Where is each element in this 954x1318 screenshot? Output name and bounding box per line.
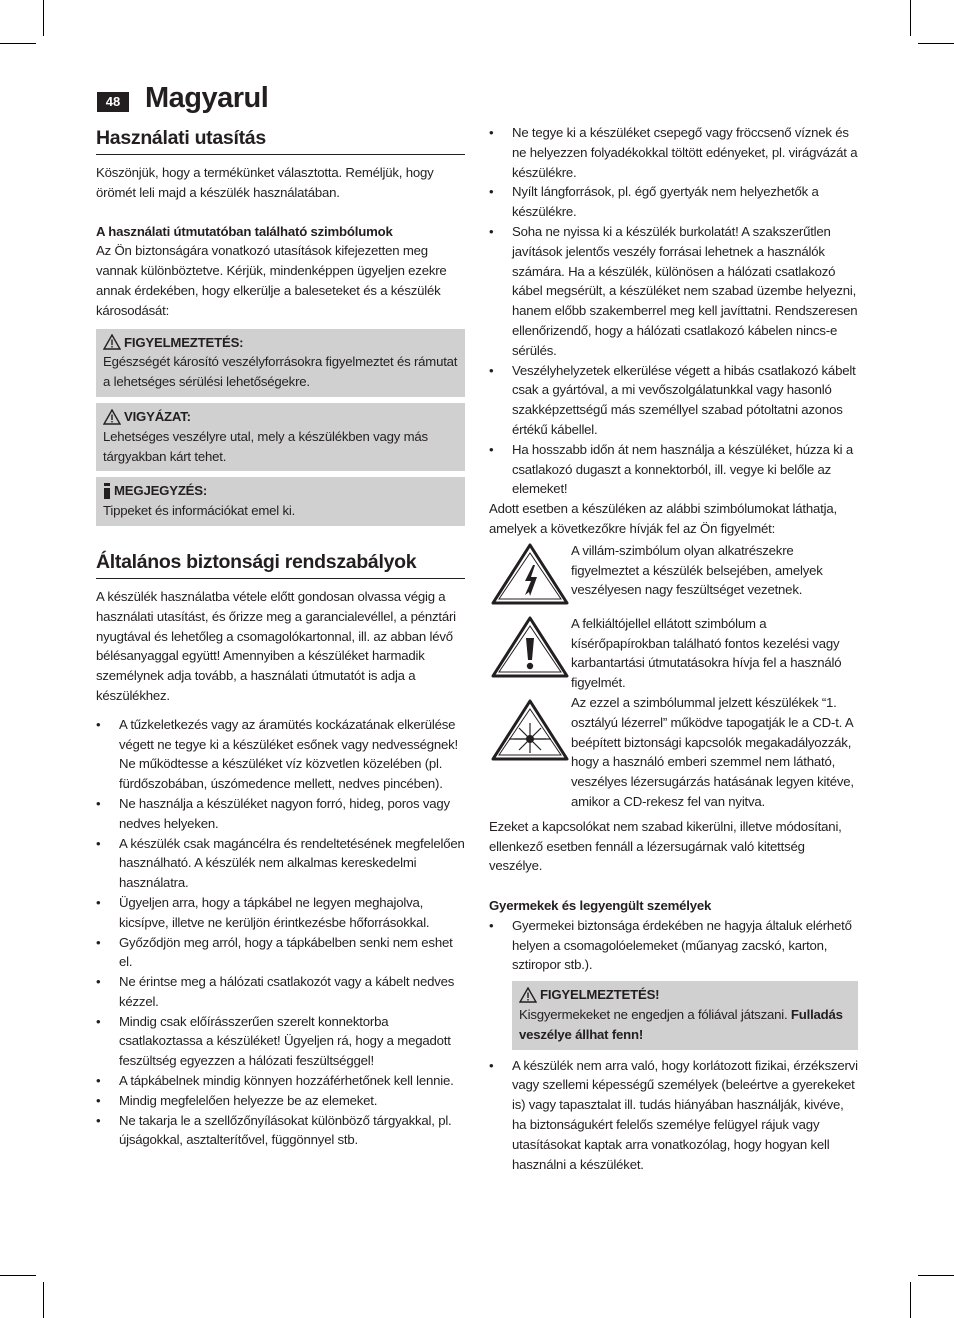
- caution-title: VIGYÁZAT:: [124, 408, 191, 424]
- symbol-exclamation-row: [489, 614, 858, 693]
- lightning-warning-icon: [489, 541, 571, 607]
- warning-text: Egészségét károsító veszélyforrásokra figyelmeztet és rámutat a lehetséges sérülési lehetőségekre.: [103, 354, 458, 390]
- page-number: 48: [97, 92, 129, 112]
- symbols-text: Az Ön biztonságára vonatkozó utasítások kifejezetten meg vannak különböztetve. Kérjük, mindenképpen ügyeljen ezekre annak érdekében, hogy elkerülje a baleseteket és a készülék károsodását:: [96, 243, 447, 318]
- list-item: • Nyílt lángforrások, pl. égő gyertyák nem helyezhetők a készülékre.: [489, 184, 819, 220]
- section-title-usage: Használati utasítás: [96, 125, 465, 155]
- list-item: • Mindig csak előírásszerűen szerelt konnektorba csatlakoztassa a készüléket! Ügyeljen rá, hogy a megadott feszültség egyezzen a hálózati feszültséggel!: [96, 1013, 451, 1069]
- list-item: • A készülék csak magáncélra és rendeltetésének megfelelően használható. A készülék nem alkalmas kereskedelmi használatra.: [96, 835, 465, 891]
- children-warning-text: Kisgyermekeket ne engedjen a fóliával játszani.: [519, 1007, 788, 1023]
- right-column: [489, 123, 858, 1174]
- list-item: • Ügyeljen arra, hogy a tápkábel ne legyen meghajolva, kicsípve, illetve ne kerüljön érintkezésbe hőforrásokkal.: [96, 894, 430, 930]
- list-item: • A készülék nem arra való, hogy korlátozott fizikai, érzékszervi vagy szellemi képességű személyek (beleértve a gyerekeket is) vagy tapasztalat ill. tudás hiányában használják, kivéve, ha biztonságukért felelős személye felügyel rájuk vagy utasításokat kaptak arra vonatkozólag, hogy hogyan kell használni a készüléket.: [489, 1057, 858, 1172]
- safety-list-right: [489, 123, 858, 499]
- children-warning-bold: Fulladás veszélye állhat fenn!: [519, 1007, 843, 1042]
- crop-mark: [910, 1282, 911, 1318]
- note-text: Tippeket és információkat emel ki.: [103, 503, 296, 519]
- caution-triangle-icon: [103, 409, 121, 425]
- crop-mark: [918, 1275, 954, 1276]
- info-icon: [103, 483, 111, 499]
- warning-triangle-icon: [519, 987, 537, 1003]
- safety-list-left: [96, 715, 465, 1151]
- intro-text: Köszönjük, hogy a termékünket választotta. Reméljük, hogy örömét leli majd a készülék használatában.: [96, 165, 434, 200]
- list-item: • Ne takarja le a szellőzőnyílásokat különböző tárgyakkal, pl. újságokkal, asztalterítővel, függönnyel stb.: [96, 1112, 452, 1148]
- list-item: • Soha ne nyissa ki a készülék burkolatát! A szakszerűtlen javítások jelentős veszély forrásai lehetnek a használók számára. Ha a készülék, különösen a hálózati csatlakozó kábel megsérült, a készüléket nem szabad üzembe helyezni, hanem előbb szakemberrel meg kell javíttatni. Rendszeresen ellenőrizendő, hogy a hálózati csatlakozó kábelen nincs-e sérülés.: [489, 223, 858, 358]
- laser-description: Az ezzel a szimbólummal jelzett készülékek “1. osztályú lézerrel” működve tapogatják le a CD-t. A beépített biztonsági kapcsolók megakadályozzák, hogy a használó emberi szemmel nem látható, veszélyes lézersugárzás hatásának legyen kitéve, amikor a CD-rekesz fel van nyitva.: [571, 694, 854, 809]
- list-item: • Ha hosszabb időn át nem használja a készüléket, húzza ki a csatlakozó dugaszt a konnektorból, ill. vegye ki belőle az elemeket!: [489, 441, 854, 497]
- left-column: [96, 125, 465, 1150]
- children-warning-title: FIGYELMEZTETÉS!: [540, 987, 660, 1003]
- laser-warning-icon: [489, 697, 571, 763]
- exclamation-description: A felkiáltójellel ellátott szimbólum a kísérőpapírokban található fontos kezelési vagy karbantartási útmutatásokra hívja fel a használó figyelmét.: [571, 615, 842, 691]
- list-item: • Ne használja a készüléket nagyon forró, hideg, poros vagy nedves helyeken.: [96, 795, 450, 831]
- warning-triangle-icon: [103, 334, 121, 350]
- list-item: • Ne tegye ki a készüléket csepegő vagy fröccsenő víznek és ne helyezzen folyadékokkal töltött edényeket, pl. virágvázát a készülékre.: [489, 125, 858, 180]
- children-heading: Gyermekek és legyengült személyek: [489, 898, 712, 914]
- crop-mark: [918, 43, 954, 44]
- warning-box: [96, 329, 465, 397]
- crop-mark: [43, 1282, 44, 1318]
- note-title: MEGJEGYZÉS:: [114, 483, 208, 499]
- children-warning-box: [512, 981, 858, 1049]
- children-list: [489, 916, 858, 975]
- list-item: • Győződjön meg arról, hogy a tápkábelben senki nem eshet el.: [96, 934, 453, 970]
- symbol-lightning-row: [489, 541, 858, 607]
- safety-intro: A készülék használatba vétele előtt gondosan olvassa végig a használati utasítást, és őrizze meg a garancialevéllel, a pénztári nyugtával és lehetőleg a csomagolókartonnal, ill. az abban lévő bélésanyaggal együtt! Amennyiben a készüléket harmadik személynek adja tovább, a használati útmutatót is adja a készülékhez.: [96, 588, 456, 703]
- symbols-intro: Adott esetben a készüléken az alábbi szimbólumokat láthatja, amelyek a következőkre hívják fel az Ön figyelmét:: [489, 501, 837, 536]
- crop-mark: [43, 0, 44, 36]
- list-item: • Ne érintse meg a hálózati csatlakozót vagy a kábelt nedves kézzel.: [96, 974, 455, 1009]
- final-list: [489, 1056, 858, 1175]
- lightning-description: A villám-szimbólum olyan alkatrészekre figyelmeztet a készülék belsejében, amelyek veszélyesen nagy feszültséget vezetnek.: [571, 542, 823, 598]
- page-language-title: Magyarul: [145, 82, 269, 114]
- crop-mark: [0, 1275, 36, 1276]
- caution-box: [96, 403, 465, 471]
- crop-mark: [0, 43, 36, 44]
- note-box: [96, 477, 465, 526]
- symbols-heading: A használati útmutatóban található szimbólumok: [96, 223, 393, 239]
- symbol-laser-row: [489, 693, 858, 812]
- list-item: • A tűzkeletkezés vagy az áramütés kockázatának elkerülése végett ne tegye ki a készüléket esőnek vagy nedvességnek! Ne működtesse a készüléket víz közvetlen közelében (pl. fürdőszobában, úszómedence mellett, nedves pincében).: [96, 716, 459, 792]
- list-item: • Veszélyhelyzetek elkerülése végett a hibás csatlakozó kábelt csak a gyártóval, a mi vevőszolgálatunkkal vagy hasonló szakképzettségű más személlyel szabad pótoltatni azonos értékű kábellel.: [489, 362, 856, 437]
- caution-text: Lehetséges veszélyre utal, mely a készülékben vagy más tárgyakban kárt tehet.: [103, 428, 428, 464]
- list-item: • A tápkábelnek mindig könnyen hozzáférhetőnek kell lennie.: [96, 1073, 454, 1089]
- section-title-safety: Általános biztonsági rendszabályok: [96, 549, 465, 579]
- list-item: • Mindig megfelelően helyezze be az elemeket.: [96, 1092, 378, 1108]
- crop-mark: [910, 0, 911, 36]
- warning-title: FIGYELMEZTETÉS:: [124, 334, 244, 350]
- laser-note: Ezeket a kapcsolókat nem szabad kikerülni, illetve módosítani, ellenkező esetben fennáll a lézersugárnak való kitettség veszélye.: [489, 818, 842, 874]
- exclamation-warning-icon: [489, 614, 571, 680]
- list-item: • Gyermekei biztonsága érdekében ne hagyja általuk elérhető helyen a csomagolóelemeket (műanyag zacskó, karton, sztiropor stb.).: [489, 917, 852, 973]
